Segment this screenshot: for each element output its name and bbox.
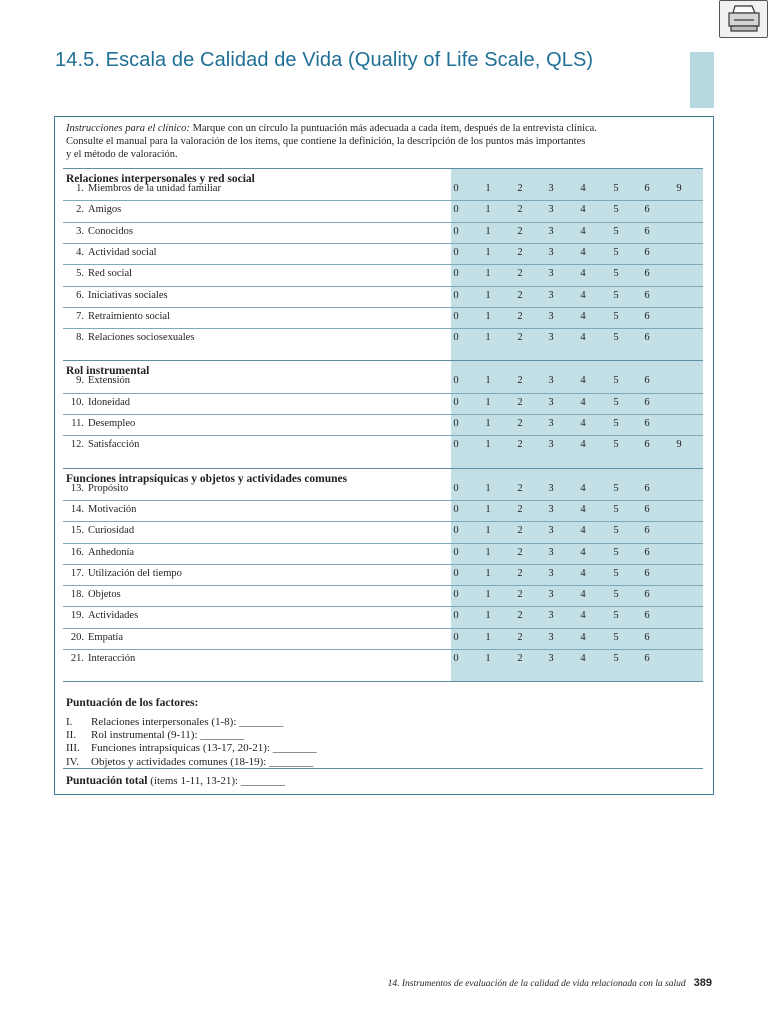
score-option[interactable]: 2 xyxy=(517,246,523,258)
score-option[interactable]: 1 xyxy=(485,332,491,344)
scale-item-row xyxy=(63,307,703,328)
scale-item-row xyxy=(63,286,703,307)
score-option[interactable]: 5 xyxy=(613,653,619,664)
item-label: Relaciones sociosexuales xyxy=(88,332,195,344)
score-option[interactable]: 3 xyxy=(548,567,554,579)
score-option[interactable]: 6 xyxy=(644,653,650,664)
score-option[interactable]: 3 xyxy=(548,546,554,558)
score-option[interactable]: 4 xyxy=(580,418,586,429)
score-option[interactable]: 1 xyxy=(485,289,491,301)
score-option[interactable]: 2 xyxy=(517,289,523,301)
footer-chapter: 14. Instrumentos de evaluación de la calidad de vida relacionada con la salud xyxy=(387,979,686,989)
item-number: 9. xyxy=(76,375,84,387)
item-label: Iniciativas sociales xyxy=(88,289,168,301)
score-option[interactable]: 6 xyxy=(644,631,650,643)
score-option[interactable]: 4 xyxy=(580,567,586,579)
score-option[interactable]: 3 xyxy=(548,310,554,322)
scale-item-row xyxy=(63,393,703,414)
score-option[interactable]: 5 xyxy=(613,610,619,622)
score-option[interactable]: 2 xyxy=(517,482,523,494)
factor-line: IV. Objetos y actividades comunes (18-19): ________ xyxy=(66,755,314,768)
score-option[interactable]: 1 xyxy=(485,631,491,643)
score-option[interactable]: 3 xyxy=(548,525,554,537)
factor-line: I. Relaciones interpersonales (1-8): ________ xyxy=(66,716,284,728)
score-option[interactable]: 4 xyxy=(580,503,586,515)
scale-item-row xyxy=(63,649,703,670)
score-option[interactable]: 4 xyxy=(580,332,586,344)
instructions xyxy=(66,122,702,162)
score-option[interactable]: 4 xyxy=(580,589,586,601)
item-number: 14. xyxy=(70,503,84,515)
score-option[interactable]: 9 xyxy=(676,439,682,451)
instructions-line-3: y el método de valoración. xyxy=(66,149,178,161)
row-divider xyxy=(63,360,703,361)
score-option[interactable]: 2 xyxy=(517,225,523,237)
score-option[interactable]: 3 xyxy=(548,653,554,664)
item-label: Motivación xyxy=(88,503,137,515)
scale-item-row xyxy=(63,371,703,392)
item-number: 18. xyxy=(70,589,84,601)
score-option[interactable]: 5 xyxy=(613,332,619,344)
item-label: Objetos xyxy=(88,589,121,601)
score-option[interactable]: 5 xyxy=(613,418,619,429)
score-option[interactable]: 4 xyxy=(580,439,586,451)
score-option[interactable]: 4 xyxy=(580,610,586,622)
score-option[interactable]: 3 xyxy=(548,183,554,194)
scale-item-row xyxy=(63,264,703,285)
total-score-text: (ítems 1-11, 13-21): ________ xyxy=(150,775,285,787)
item-label: Satisfacción xyxy=(88,439,140,451)
page-footer xyxy=(388,977,712,989)
item-label: Utilización del tiempo xyxy=(88,567,182,579)
score-option[interactable]: 5 xyxy=(613,589,619,601)
score-option[interactable]: 5 xyxy=(613,503,619,515)
scale-item-row xyxy=(63,414,703,435)
score-option[interactable]: 6 xyxy=(644,610,650,622)
score-option[interactable]: 0 xyxy=(453,653,459,664)
score-option[interactable]: 0 xyxy=(453,268,459,280)
item-number: 8. xyxy=(76,332,84,344)
score-option[interactable]: 2 xyxy=(517,589,523,601)
item-number: 3. xyxy=(76,225,84,237)
score-option[interactable]: 3 xyxy=(548,610,554,622)
score-option[interactable]: 1 xyxy=(485,225,491,237)
score-option[interactable]: 5 xyxy=(613,375,619,387)
score-option[interactable]: 5 xyxy=(613,567,619,579)
score-option[interactable]: 5 xyxy=(613,525,619,537)
score-option[interactable]: 1 xyxy=(485,396,491,408)
scale-form xyxy=(54,116,714,795)
score-option[interactable]: 5 xyxy=(613,631,619,643)
instructions-line-2: Consulte el manual para la valoración de los ítems, que contiene la definición, la descripción de los puntos más importantes xyxy=(66,136,586,148)
scale-item-row xyxy=(63,222,703,243)
score-option[interactable]: 5 xyxy=(613,546,619,558)
scale-item-row xyxy=(63,479,703,500)
score-option[interactable]: 0 xyxy=(453,310,459,322)
score-option[interactable]: 4 xyxy=(580,525,586,537)
score-option[interactable]: 2 xyxy=(517,525,523,537)
instructions-lead: Instrucciones para el clínico: xyxy=(66,123,190,134)
score-option[interactable]: 1 xyxy=(485,482,491,494)
score-option[interactable]: 6 xyxy=(644,246,650,258)
item-label: Propósito xyxy=(88,482,129,494)
score-option[interactable]: 4 xyxy=(580,310,586,322)
score-option[interactable]: 1 xyxy=(485,418,491,429)
score-option[interactable]: 4 xyxy=(580,653,586,664)
page-number: 389 xyxy=(693,977,712,989)
score-option[interactable]: 0 xyxy=(453,289,459,301)
score-option[interactable]: 0 xyxy=(453,396,459,408)
score-option[interactable]: 3 xyxy=(548,418,554,429)
score-option[interactable]: 0 xyxy=(453,546,459,558)
score-option[interactable]: 0 xyxy=(453,567,459,579)
score-option[interactable]: 6 xyxy=(644,546,650,558)
score-option[interactable]: 2 xyxy=(517,653,523,664)
score-option[interactable]: 2 xyxy=(517,375,523,387)
score-option[interactable]: 6 xyxy=(644,525,650,537)
print-button[interactable] xyxy=(719,0,768,38)
score-option[interactable]: 6 xyxy=(644,268,650,280)
score-option[interactable]: 6 xyxy=(644,589,650,601)
score-option[interactable]: 2 xyxy=(517,610,523,622)
score-option[interactable]: 1 xyxy=(485,503,491,515)
score-option[interactable]: 6 xyxy=(644,567,650,579)
item-number: 17. xyxy=(70,567,84,579)
item-number: 15. xyxy=(70,525,84,537)
score-option[interactable]: 2 xyxy=(517,310,523,322)
score-option[interactable]: 5 xyxy=(613,310,619,322)
scale-item-row xyxy=(63,200,703,221)
score-option[interactable]: 5 xyxy=(613,396,619,408)
scale-item-row xyxy=(63,543,703,564)
factor-scores xyxy=(66,697,317,769)
score-option[interactable]: 0 xyxy=(453,183,459,194)
score-option[interactable]: 2 xyxy=(517,503,523,515)
factor-line: II. Rol instrumental (9-11): ________ xyxy=(66,729,245,742)
scale-item-row xyxy=(63,179,703,200)
score-option[interactable]: 0 xyxy=(453,503,459,515)
item-label: Miembros de la unidad familiar xyxy=(88,183,221,194)
score-option[interactable]: 4 xyxy=(580,631,586,643)
item-number: 21. xyxy=(70,653,84,664)
score-option[interactable]: 4 xyxy=(580,246,586,258)
scale-item-row xyxy=(63,628,703,649)
factor-line: III. Funciones intrapsíquicas (13-17, 20-21): ________ xyxy=(66,742,317,755)
score-option[interactable]: 4 xyxy=(580,183,586,194)
score-option[interactable]: 6 xyxy=(644,482,650,494)
total-score-label: Puntuación total xyxy=(66,775,148,787)
score-option[interactable]: 1 xyxy=(485,589,491,601)
item-label: Empatía xyxy=(88,631,123,643)
score-option[interactable]: 1 xyxy=(485,567,491,579)
item-label: Red social xyxy=(88,268,133,280)
score-option[interactable]: 4 xyxy=(580,289,586,301)
score-option[interactable]: 2 xyxy=(517,439,523,451)
item-number: 6. xyxy=(76,289,84,301)
item-number: 19. xyxy=(70,610,84,622)
score-option[interactable]: 4 xyxy=(580,396,586,408)
item-number: 13. xyxy=(70,482,84,494)
score-option[interactable]: 4 xyxy=(580,268,586,280)
score-option[interactable]: 5 xyxy=(613,183,619,194)
item-label: Extensión xyxy=(88,375,130,387)
score-option[interactable]: 6 xyxy=(644,418,650,429)
item-number: 4. xyxy=(76,246,84,258)
score-option[interactable]: 3 xyxy=(548,396,554,408)
score-option[interactable]: 0 xyxy=(453,631,459,643)
scale-item-row xyxy=(63,585,703,606)
score-option[interactable]: 0 xyxy=(453,418,459,429)
score-option[interactable]: 0 xyxy=(453,610,459,622)
score-option[interactable]: 1 xyxy=(485,246,491,258)
score-option[interactable]: 1 xyxy=(485,204,491,216)
score-option[interactable]: 0 xyxy=(453,225,459,237)
section-title: Rol instrumental xyxy=(66,365,150,378)
score-option[interactable]: 6 xyxy=(644,183,650,194)
score-option[interactable]: 4 xyxy=(580,482,586,494)
score-option[interactable]: 0 xyxy=(453,246,459,258)
score-option[interactable]: 4 xyxy=(580,375,586,387)
score-option[interactable]: 0 xyxy=(453,375,459,387)
row-divider xyxy=(63,468,703,469)
scale-item-row xyxy=(63,328,703,349)
score-option[interactable]: 6 xyxy=(644,225,650,237)
item-number: 11. xyxy=(71,418,84,429)
score-option[interactable]: 3 xyxy=(548,225,554,237)
score-option[interactable]: 2 xyxy=(517,183,523,194)
item-label: Anhedonía xyxy=(88,546,135,558)
scale-item-row xyxy=(63,243,703,264)
scale-item-row xyxy=(63,606,703,627)
item-number: 5. xyxy=(76,268,84,280)
scale-item-row xyxy=(63,521,703,542)
page-title: 14.5. Escala de Calidad de Vida (Quality of Life Scale, QLS) xyxy=(55,49,594,71)
score-option[interactable]: 3 xyxy=(548,246,554,258)
instructions-line-1: Marque con un círculo la puntuación más adecuada a cada ítem, después de la entrevista clínica. xyxy=(192,123,597,134)
score-option[interactable]: 6 xyxy=(644,375,650,387)
item-label: Actividades xyxy=(88,610,139,622)
scale-item-row xyxy=(63,435,703,456)
item-label: Conocidos xyxy=(88,225,133,237)
score-option[interactable]: 4 xyxy=(580,225,586,237)
score-option[interactable]: 2 xyxy=(517,332,523,344)
score-option[interactable]: 0 xyxy=(453,525,459,537)
score-option[interactable]: 1 xyxy=(485,183,491,194)
item-number: 20. xyxy=(70,631,84,643)
item-number: 7. xyxy=(76,310,84,322)
row-divider xyxy=(63,681,703,682)
score-option[interactable]: 2 xyxy=(517,546,523,558)
score-option[interactable]: 1 xyxy=(485,525,491,537)
score-option[interactable]: 1 xyxy=(485,610,491,622)
total-score xyxy=(66,775,285,787)
item-label: Amigos xyxy=(88,204,122,216)
score-option[interactable]: 1 xyxy=(485,546,491,558)
row-divider xyxy=(63,168,703,169)
score-option[interactable]: 5 xyxy=(613,204,619,216)
score-option[interactable]: 6 xyxy=(644,396,650,408)
score-option[interactable]: 3 xyxy=(548,439,554,451)
score-option[interactable]: 3 xyxy=(548,482,554,494)
scale-item-row xyxy=(63,500,703,521)
score-option[interactable]: 2 xyxy=(517,631,523,643)
score-option[interactable]: 1 xyxy=(485,653,491,664)
score-option[interactable]: 5 xyxy=(613,268,619,280)
score-option[interactable]: 1 xyxy=(485,439,491,451)
score-option[interactable]: 3 xyxy=(548,631,554,643)
item-label: Retraimiento social xyxy=(88,310,170,322)
item-label: Idoneidad xyxy=(88,396,130,408)
score-option[interactable]: 1 xyxy=(485,268,491,280)
printer-icon xyxy=(725,3,763,35)
score-option[interactable]: 3 xyxy=(548,289,554,301)
score-option[interactable]: 5 xyxy=(613,439,619,451)
score-option[interactable]: 6 xyxy=(644,439,650,451)
score-option[interactable]: 3 xyxy=(548,332,554,344)
item-label: Actividad social xyxy=(88,246,157,258)
score-option[interactable]: 2 xyxy=(517,418,523,429)
score-option[interactable]: 6 xyxy=(644,332,650,344)
score-option[interactable]: 5 xyxy=(613,225,619,237)
score-option[interactable]: 3 xyxy=(548,503,554,515)
score-option[interactable]: 2 xyxy=(517,567,523,579)
score-option[interactable]: 6 xyxy=(644,310,650,322)
score-option[interactable]: 6 xyxy=(644,503,650,515)
score-option[interactable]: 2 xyxy=(517,396,523,408)
item-label: Desempleo xyxy=(88,418,136,429)
score-option[interactable]: 1 xyxy=(485,375,491,387)
item-number: 12. xyxy=(70,439,84,451)
score-option[interactable]: 0 xyxy=(453,589,459,601)
score-option[interactable]: 5 xyxy=(613,289,619,301)
item-label: Curiosidad xyxy=(88,525,135,537)
section-title: Relaciones interpersonales y red social xyxy=(66,173,255,185)
score-option[interactable]: 0 xyxy=(453,439,459,451)
chapter-side-tab xyxy=(690,52,714,108)
score-option[interactable]: 6 xyxy=(644,289,650,301)
score-option[interactable]: 3 xyxy=(548,589,554,601)
score-option[interactable]: 4 xyxy=(580,204,586,216)
section-title: Funciones intrapsíquicas y objetos y actividades comunes xyxy=(66,472,348,485)
score-option[interactable]: 0 xyxy=(453,204,459,216)
item-label: Interacción xyxy=(88,653,136,664)
item-number: 1. xyxy=(76,183,84,194)
score-option[interactable]: 0 xyxy=(453,482,459,494)
score-option[interactable]: 2 xyxy=(517,204,523,216)
item-number: 10. xyxy=(70,396,84,408)
score-option[interactable]: 1 xyxy=(485,310,491,322)
score-option[interactable]: 4 xyxy=(580,546,586,558)
factor-scores-title: Puntuación de los factores: xyxy=(66,697,199,709)
score-option[interactable]: 0 xyxy=(453,332,459,344)
score-option[interactable]: 6 xyxy=(644,204,650,216)
score-option[interactable]: 3 xyxy=(548,268,554,280)
score-option[interactable]: 9 xyxy=(676,183,682,194)
scale-item-row xyxy=(63,564,703,585)
item-number: 16. xyxy=(70,546,84,558)
score-option[interactable]: 2 xyxy=(517,268,523,280)
score-option[interactable]: 3 xyxy=(548,375,554,387)
score-option[interactable]: 5 xyxy=(613,246,619,258)
score-option[interactable]: 3 xyxy=(548,204,554,216)
score-option[interactable]: 5 xyxy=(613,482,619,494)
item-number: 2. xyxy=(76,204,84,216)
